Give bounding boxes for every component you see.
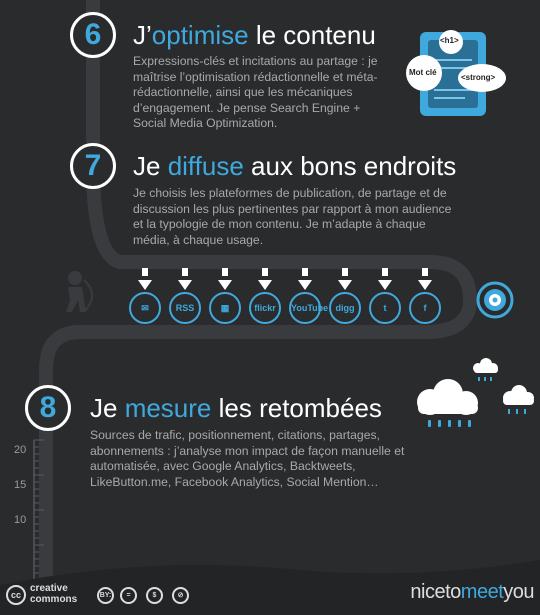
digg-icon[interactable]: digg — [329, 292, 361, 324]
step-8-number: 8 — [25, 385, 71, 431]
step-6-number: 6 — [70, 12, 116, 58]
arrow-down-icon — [262, 268, 268, 276]
cc-line-2: commons — [30, 594, 78, 605]
license-by-icon[interactable]: BY: — [97, 587, 114, 604]
cloud-large — [417, 379, 478, 415]
arrow-down-icon — [342, 268, 348, 276]
step-7-title — [133, 151, 456, 182]
facebook-icon[interactable]: f — [409, 292, 441, 324]
arrow-down-icon — [382, 268, 388, 276]
step-6-title-highlight: optimise — [151, 20, 249, 50]
flickr-icon[interactable]: flickr — [249, 292, 281, 324]
target-icon — [478, 283, 512, 317]
step-7-description: Je choisis les plateformes de publication, de partage et de discussion les plus pertinentes par rapport à mon audience et la typologie de mon contenu. Je m’adapte à chaque média, à chaque usage. — [133, 186, 452, 247]
doc-tag-strong: <strong> — [461, 73, 496, 82]
doc-tag-keyword: Mot clé — [409, 68, 437, 77]
cc-line-1: creative — [30, 583, 68, 594]
twitter-icon[interactable]: t — [369, 292, 401, 324]
arrow-down-icon — [258, 280, 272, 290]
creative-commons-icon[interactable]: cc — [6, 585, 26, 605]
arrow-down-icon — [222, 268, 228, 276]
social-twitter[interactable] — [368, 268, 402, 324]
step-6-title-suffix: le contenu — [248, 20, 376, 50]
arrow-down-icon — [422, 268, 428, 276]
step-8-title-prefix: Je — [90, 393, 125, 423]
step-8-title-suffix: les retombées — [211, 393, 382, 423]
step-8-title-highlight: mesure — [124, 393, 212, 423]
youtube-icon[interactable]: YouTube — [289, 292, 321, 324]
footer — [0, 575, 540, 615]
social-email[interactable] — [128, 268, 162, 324]
step-6-title — [133, 20, 376, 51]
delicious-icon[interactable]: ▦ — [209, 292, 241, 324]
arrow-down-icon — [302, 268, 308, 276]
social-delicious[interactable] — [208, 268, 242, 324]
social-rss[interactable] — [168, 268, 202, 324]
cloud-medium — [503, 385, 534, 405]
brand-part-1: niceto — [410, 581, 461, 603]
arrow-down-icon — [218, 280, 232, 290]
arrow-down-icon — [378, 280, 392, 290]
social-digg[interactable] — [328, 268, 362, 324]
step-7-title-suffix: aux bons endroits — [243, 151, 457, 181]
rain-drops — [428, 420, 471, 427]
arrow-down-icon — [138, 280, 152, 290]
archer-silhouette — [66, 271, 92, 312]
license-nd-icon[interactable]: = — [120, 587, 137, 604]
step-6-title-prefix: J’ — [133, 20, 152, 50]
arrow-down-icon — [142, 268, 148, 276]
brand-part-2: meet — [460, 581, 504, 603]
step-7-title-highlight: diffuse — [167, 151, 244, 181]
creative-commons-label[interactable] — [30, 583, 77, 605]
step-8-description: Sources de trafic, positionnement, citations, partages, abonnements : j’analyse mon impact de façon manuelle et automatisée, avec Google Analytics, Backtweets, LikeButton.me, Facebook Analytics, Social Mention… — [90, 428, 405, 489]
arrow-down-icon — [338, 280, 352, 290]
cloud-small — [473, 358, 498, 373]
rss-icon[interactable]: RSS — [169, 292, 201, 324]
step-8-title — [90, 393, 382, 424]
ruler-label-10: 10 — [14, 514, 27, 526]
arrow-down-icon — [178, 280, 192, 290]
step-7-number: 7 — [70, 143, 116, 189]
step-6-description: Expressions-clés et incitations au partage : je maîtrise l’optimisation rédactionnelle et méta-rédactionnelle, ainsi que les mécaniques d’engagement. Je pense Search Engine + Social Media Optimization. — [133, 54, 378, 130]
ruler-label-15: 15 — [14, 479, 27, 491]
ruler-label-20: 20 — [14, 444, 27, 456]
social-facebook[interactable] — [408, 268, 442, 324]
social-icons-row — [128, 268, 448, 328]
arrow-down-icon — [298, 280, 312, 290]
social-flickr[interactable] — [248, 268, 282, 324]
arrow-down-icon — [182, 268, 188, 276]
license-nc-icon[interactable]: $ — [146, 587, 163, 604]
brand-part-3: you — [503, 581, 534, 603]
social-youtube[interactable] — [288, 268, 329, 324]
arrow-down-icon — [418, 280, 432, 290]
doc-tag-h1: <h1> — [440, 36, 459, 45]
brand-logo[interactable] — [410, 581, 534, 604]
email-icon[interactable]: ✉ — [129, 292, 161, 324]
step-7-title-prefix: Je — [133, 151, 168, 181]
license-noderiv-icon[interactable]: ⊘ — [172, 587, 189, 604]
